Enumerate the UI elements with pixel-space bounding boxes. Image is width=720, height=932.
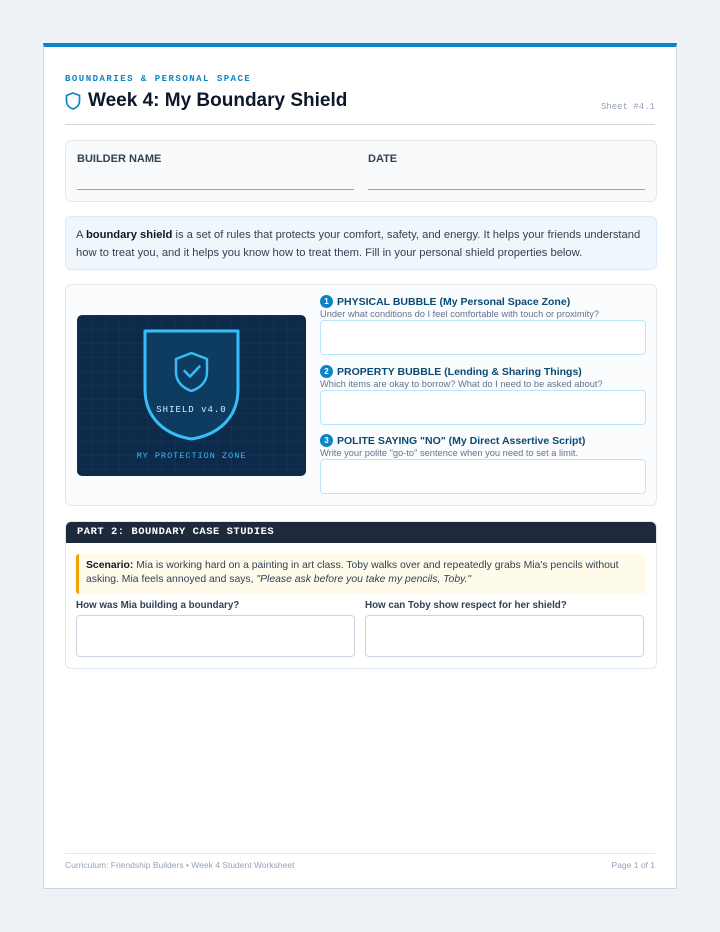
scenario-callout: Scenario: Mia is working hard on a painting in art class. Toby walks over and repeatedly grabs Mia's pencils without asking. Mia feels annoyed and says, "Please ask before you take my pencils, Toby." (76, 554, 645, 594)
question-property-bubble (320, 365, 646, 425)
question-number: 1 (320, 295, 333, 308)
big-shield-icon (141, 327, 242, 443)
scenario-quote: "Please ask before you take my pencils, Toby." (256, 574, 472, 585)
question-mia-boundary: How was Mia building a boundary? (76, 600, 240, 611)
builder-info-box (65, 140, 657, 202)
question-physical-bubble (320, 295, 646, 355)
protection-zone-label: MY PROTECTION ZONE (136, 451, 247, 461)
worksheet-page (43, 43, 677, 889)
footer-page-number: Page 1 of 1 (611, 860, 655, 870)
question-prompt: Under what conditions do I feel comfortable with touch or proximity? (320, 309, 600, 319)
answer-box-mia[interactable] (76, 615, 355, 657)
question-prompt: Which items are okay to borrow? What do I need to be asked about? (320, 379, 603, 389)
footer-curriculum: Curriculum: Friendship Builders • Week 4 Student Worksheet (65, 860, 295, 870)
header-divider (65, 124, 655, 125)
question-prompt: Write your polite "go-to" sentence when you need to set a limit. (320, 448, 579, 458)
intro-text: A boundary shield is a set of rules that protects your comfort, safety, and energy. It helps your friends understand how to treat you, and it helps you know how to treat them. Fill in your personal shield properties below. (65, 216, 657, 270)
title-row (65, 90, 347, 112)
answer-box-physical[interactable] (320, 320, 646, 355)
section-kicker: BOUNDARIES & PERSONAL SPACE (65, 74, 252, 84)
intro-term: boundary shield (85, 229, 173, 241)
part2-heading: PART 2: BOUNDARY CASE STUDIES (66, 522, 656, 543)
question-polite-no (320, 434, 646, 494)
date-label: DATE (368, 153, 398, 165)
builder-name-label: BUILDER NAME (77, 153, 162, 165)
builder-name-field[interactable] (77, 189, 354, 190)
answer-box-polite-no[interactable] (320, 459, 646, 494)
question-toby-respect: How can Toby show respect for her shield? (365, 600, 567, 611)
question-title: POLITE SAYING "NO" (My Direct Assertive Script) (337, 434, 586, 447)
question-title: PROPERTY BUBBLE (Lending & Sharing Things) (337, 365, 582, 378)
shield-properties-section (65, 284, 657, 506)
shield-illustration (77, 315, 306, 476)
shield-icon (65, 92, 81, 110)
scenario-label: Scenario: (86, 560, 134, 571)
question-title: PHYSICAL BUBBLE (My Personal Space Zone) (337, 295, 571, 308)
sheet-number: Sheet #4.1 (600, 102, 655, 112)
footer-divider (65, 853, 655, 854)
case-studies-section (65, 521, 657, 669)
answer-box-toby[interactable] (365, 615, 644, 657)
question-number: 2 (320, 365, 333, 378)
page-title: Week 4: My Boundary Shield (88, 90, 348, 111)
date-field[interactable] (368, 189, 645, 190)
answer-box-property[interactable] (320, 390, 646, 425)
question-number: 3 (320, 434, 333, 447)
shield-version-label: SHIELD v4.0 (156, 405, 227, 415)
